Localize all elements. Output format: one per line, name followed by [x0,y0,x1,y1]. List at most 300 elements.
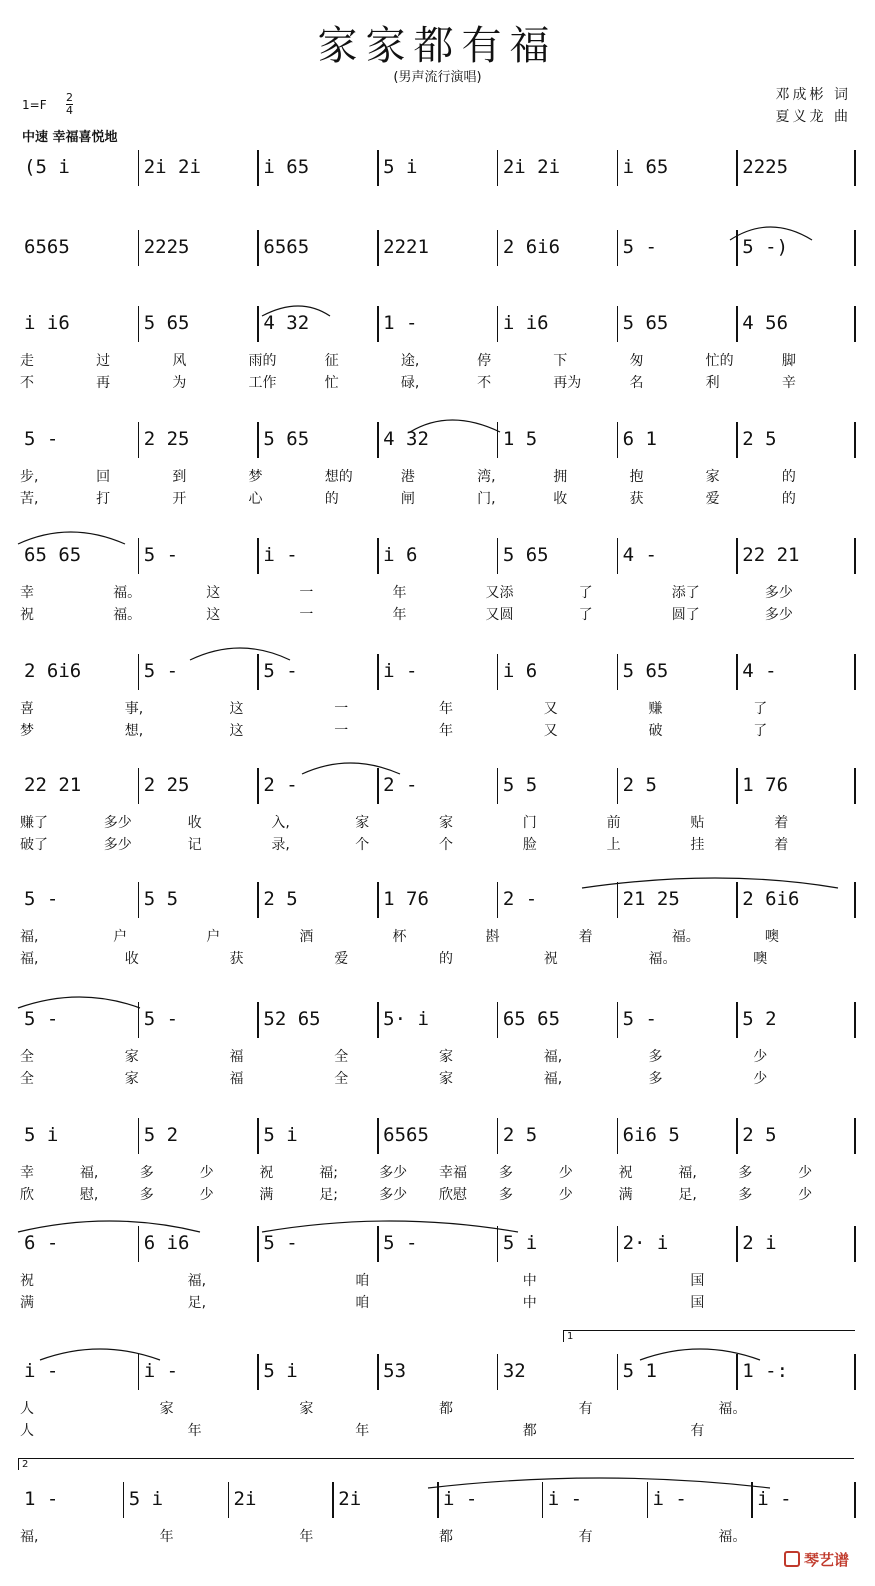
lyric-syllable: 的 [781,491,796,507]
lyric-syllable: 幸 [20,585,34,601]
barline [138,150,140,186]
lyric-syllable: 年 [392,607,407,623]
lyric-syllable: 湾, [477,469,496,485]
lyric-syllable: 欣慰 [439,1187,467,1203]
lyric-syllable: 慰, [79,1187,99,1203]
watermark-logo [784,1549,849,1570]
lyric-syllable: 多 [139,1165,154,1181]
barline [257,1118,259,1154]
barline [854,1226,856,1262]
lyric-syllable: 收 [124,951,139,967]
lyric-syllable: 多少 [103,837,132,853]
lyric-syllable: 年 [439,723,453,739]
lyric-syllable: 户 [206,929,221,945]
lyric-syllable: 多 [498,1187,513,1203]
lyric-syllable: 多 [139,1187,154,1203]
lyric-syllable: 了 [753,723,768,739]
lyric-syllable: 多 [738,1187,753,1203]
barline [377,768,379,804]
barline [736,1354,738,1390]
lyric-syllable: 挂 [690,837,705,853]
lyric-syllable: 欣 [20,1187,34,1203]
measure-notes: 2 25 [143,774,190,796]
time-signature [66,92,73,117]
lyric-syllable: 有 [578,1401,593,1417]
barline [854,1482,856,1518]
measure-notes: 2 5 [622,774,657,796]
lyric-syllable: 斟 [485,929,500,945]
barline [123,1482,125,1518]
lyric-syllable: 少 [798,1187,813,1203]
lyric-syllable: 满 [20,1295,34,1311]
lyric-syllable: 爱 [705,491,720,507]
barline [617,1354,619,1390]
barline [377,654,379,690]
lyric-syllable: 家 [124,1049,139,1065]
lyric-syllable: 福, [187,1273,207,1289]
barline [377,422,379,458]
lyric-syllable: 打 [96,491,111,507]
barline [377,1354,379,1390]
lyric-syllable: 赚了 [20,815,48,831]
measure-notes: i 65 [263,156,310,178]
measure-notes: i - [383,660,418,682]
lyric-syllable: 了 [578,607,593,623]
lyric-syllable: 满 [618,1187,633,1203]
lyric-syllable: 事, [124,701,144,717]
lyric-syllable: 少 [199,1187,214,1203]
lyric-syllable: 添了 [671,585,700,601]
lyric-syllable: 想, [124,723,144,739]
lyric-syllable: 为 [172,375,187,391]
measure-notes: 5 - [24,428,59,450]
measure-notes: 5 - [143,544,179,566]
measure-notes: 5 i [263,1360,298,1382]
measure-notes: 65 65 [502,1008,561,1030]
lyric-syllable: 都 [522,1423,537,1439]
lyric-syllable: 又 [543,723,558,739]
lyric-syllable: 福, [543,1071,563,1087]
measure-notes: 2 25 [143,428,190,450]
lyric-syllable: 祝 [618,1165,633,1181]
barline [257,306,259,342]
lyricist-credit: 邓成彬 词 [775,87,851,103]
barline [854,230,856,266]
barline [617,1118,619,1154]
tempo-marking: 中速 幸福喜悦地 [22,130,118,145]
lyric-syllable: 福, [79,1165,99,1181]
lyric-syllable: 征 [324,353,339,369]
lyric-syllable: 多少 [379,1165,408,1181]
barline [854,1354,856,1390]
barline [377,150,379,186]
lyric-syllable: 家 [159,1401,174,1417]
lyric-syllable: 苦, [20,491,39,507]
lyric-syllable: 多 [648,1049,663,1065]
time-signature-top: 2 [66,91,73,104]
measure-notes: 5 65 [502,544,549,566]
lyric-syllable: 多 [498,1165,513,1181]
barline [377,306,379,342]
barline [138,538,140,574]
lyric-syllable: 脚 [781,353,796,369]
key-signature: 1=F [22,98,47,112]
barline [138,306,140,342]
barline [377,1002,379,1038]
lyric-syllable: 着 [774,837,789,853]
lyric-syllable: 到 [172,469,187,485]
lyric-syllable: 前 [606,815,621,831]
lyric-syllable: 多少 [379,1187,408,1203]
lyric-syllable: 中 [522,1295,537,1311]
lyric-syllable: 破 [648,723,663,739]
lyric-syllable: 全 [334,1071,349,1087]
barline [617,230,619,266]
lyric-syllable: 匆 [629,353,644,369]
lyric-syllable: 多少 [764,607,793,623]
lyric-syllable: 福 [229,1071,244,1087]
lyric-syllable: 福, [678,1165,697,1181]
lyric-syllable: 想的 [324,469,353,485]
lyric-syllable: 心 [248,491,263,507]
measure-notes: i 6 [383,544,418,566]
measure-notes: 5 i [502,1232,538,1254]
barline [617,654,619,690]
barline [617,1002,619,1038]
measure-notes: 5 1 [622,1360,657,1382]
lyric-syllable: 家 [439,1049,453,1065]
barline [617,538,619,574]
measure-notes: 5 65 [622,312,669,334]
barline [497,306,499,342]
lyric-syllable: 祝 [20,1273,34,1289]
barline [854,150,856,186]
lyric-syllable: 的 [324,491,339,507]
lyric-syllable: 拥 [553,469,568,485]
lyric-syllable: 一 [299,607,314,623]
measure-notes: 2· i [622,1232,669,1254]
measure-notes: 2 6i6 [742,888,800,910]
measure-notes: 1 - [24,1488,59,1510]
lyric-syllable: 多 [738,1165,753,1181]
lyric-syllable: 年 [299,1529,314,1545]
lyric-syllable: 福。 [113,607,142,623]
measure-notes: 5 i [128,1488,164,1510]
lyric-syllable: 年 [159,1529,174,1545]
barline [647,1482,649,1518]
measure-notes: 2 6i6 [502,236,561,258]
lyric-syllable: 少 [798,1165,813,1181]
lyric-syllable: 着 [578,929,593,945]
lyric-syllable: 一 [299,585,314,601]
lyric-syllable: 个 [439,837,453,853]
composer-credit: 夏义龙 曲 [775,109,851,125]
barline [138,654,140,690]
lyric-syllable: 多少 [764,585,793,601]
measure-notes: 6i6 5 [622,1124,680,1146]
lyric-syllable: 回 [96,469,111,485]
barline [497,1118,499,1154]
measure-notes: 2 - [383,774,418,796]
measure-notes: 53 [383,1360,407,1382]
measure-notes: 5 - [143,1008,179,1030]
barline [497,230,499,266]
measure-notes: 32 [502,1360,526,1382]
barline [138,230,140,266]
barline [497,1002,499,1038]
measure-notes: 6 - [24,1232,59,1254]
lyric-syllable: 的 [439,951,453,967]
barline [617,768,619,804]
measure-notes: 1 76 [742,774,789,796]
barline [257,768,259,804]
lyric-syllable: 家 [355,815,370,831]
measure-notes: 4 56 [742,312,789,334]
measure-notes: i - [652,1488,687,1510]
barline [377,230,379,266]
measure-notes: i - [547,1488,583,1510]
barline [617,422,619,458]
lyric-syllable: 少 [558,1165,573,1181]
lyric-syllable: 一 [334,701,349,717]
lyric-syllable: 名 [629,375,644,391]
measure-notes: 4 - [622,544,657,566]
lyric-syllable: 祝 [20,607,34,623]
lyric-syllable: 都 [439,1529,453,1545]
measure-notes: 5 5 [502,774,538,796]
lyric-syllable: 碌, [400,375,420,391]
barline [497,768,499,804]
lyric-syllable: 福 [229,1049,244,1065]
barline [736,1118,738,1154]
lyric-syllable: 少 [753,1071,768,1087]
lyric-syllable: 福, [20,929,39,945]
measure-notes: 5 - [622,236,657,258]
lyric-syllable: 工作 [248,375,277,391]
lyric-syllable: 获 [629,491,644,507]
lyric-syllable: 停 [477,353,492,369]
barline [228,1482,230,1518]
barline [854,1002,856,1038]
lyric-syllable: 个 [355,837,370,853]
barline [377,538,379,574]
barline [138,422,140,458]
lyric-syllable: 福。 [718,1401,747,1417]
barline [736,538,738,574]
lyric-syllable: 杯 [392,929,407,945]
barline [257,538,259,574]
lyric-syllable: 入, [271,815,290,831]
lyric-syllable: 全 [20,1071,34,1087]
barline [138,882,140,918]
barline [377,1226,379,1262]
lyric-syllable: 这 [229,701,244,717]
lyric-syllable: 多 [648,1071,663,1087]
lyric-syllable: 祝 [259,1165,274,1181]
lyric-syllable: 足, [678,1187,697,1203]
measure-notes: i - [24,1360,59,1382]
lyric-syllable: 福。 [671,929,700,945]
lyric-syllable: 又圆 [485,607,514,623]
measure-notes: 2i [338,1488,362,1510]
barline [736,1226,738,1262]
lyric-syllable: 梦 [248,469,263,485]
lyric-syllable: 幸福 [439,1165,467,1181]
barline [497,538,499,574]
lyric-syllable: 足; [319,1187,338,1203]
measure-notes: 5 65 [263,428,310,450]
barline [377,882,379,918]
volta-number-2: 2 [22,1459,29,1470]
measure-notes: 65 65 [24,544,82,566]
measure-notes: 5 i [24,1124,59,1146]
barline [138,1226,140,1262]
lyric-syllable: 不 [477,375,492,391]
barline [751,1482,753,1518]
measure-notes: 5 - [263,1232,298,1254]
barline [854,1118,856,1154]
lyric-syllable: 有 [578,1529,593,1545]
lyric-syllable: 门 [522,815,537,831]
barline [736,768,738,804]
barline [736,306,738,342]
measure-notes: 21 25 [622,888,680,910]
barline [854,422,856,458]
measure-notes: 5 2 [143,1124,179,1146]
barline [497,882,499,918]
lyric-syllable: 这 [229,723,244,739]
barline [257,1002,259,1038]
lyric-syllable: 年 [439,701,453,717]
measure-notes: 1 -: [742,1360,789,1382]
lyric-syllable: 福。 [718,1529,747,1545]
measure-notes: 5 i [263,1124,298,1146]
lyric-syllable: 年 [355,1423,370,1439]
measure-notes: 4 32 [263,312,310,334]
barline [257,1354,259,1390]
measure-notes: 2 5 [263,888,298,910]
lyric-syllable: 福。 [113,585,142,601]
lyric-syllable: 忙的 [705,353,734,369]
barline [138,1354,140,1390]
measure-notes: 2 - [263,774,298,796]
measure-notes: 2 5 [742,428,777,450]
measure-notes: 5 i [383,156,418,178]
measure-notes: 2225 [742,156,789,178]
measure-notes: 4 - [742,660,777,682]
lyric-syllable: 再为 [553,375,582,391]
lyric-syllable: 爱 [334,951,349,967]
lyric-syllable: 家 [705,469,720,485]
measure-notes: i - [263,544,298,566]
lyric-syllable: 忙 [324,375,339,391]
lyric-syllable: 梦 [20,723,34,739]
lyric-syllable: 破了 [20,837,48,853]
measure-notes: i i6 [502,312,549,334]
lyric-syllable: 着 [774,815,789,831]
lyric-syllable: 酒 [299,929,314,945]
barline [617,150,619,186]
measure-notes: 5 5 [143,888,179,910]
measure-notes: 1 - [383,312,418,334]
lyric-syllable: 风 [172,353,187,369]
measure-notes: 6565 [24,236,70,258]
lyric-syllable: 记 [187,837,202,853]
lyric-syllable: 了 [753,701,768,717]
lyric-syllable: 收 [553,491,568,507]
measure-notes: 22 21 [742,544,800,566]
measure-notes: 5 - [263,660,298,682]
lyric-syllable: 福。 [648,951,677,967]
barline [497,1226,499,1262]
measure-notes: 2 i [742,1232,777,1254]
volta-number-1: 1 [567,1331,574,1342]
lyric-syllable: 抱 [629,469,644,485]
measure-notes: i - [143,1360,179,1382]
barline [736,1002,738,1038]
measure-notes: i 65 [622,156,669,178]
lyric-syllable: 赚 [648,701,663,717]
lyric-syllable: 上 [606,837,621,853]
lyric-syllable: 家 [439,1071,453,1087]
lyric-syllable: 多少 [103,815,132,831]
lyric-syllable: 过 [96,353,111,369]
measure-notes: 2225 [143,236,190,258]
lyric-syllable: 人 [20,1423,34,1439]
measure-notes: i - [757,1488,792,1510]
barline [854,654,856,690]
watermark-text: 琴艺谱 [803,1551,849,1569]
barline [138,1002,140,1038]
measure-notes: 1 76 [383,888,429,910]
measure-notes: 6 1 [622,428,657,450]
lyric-syllable: 福, [20,951,39,967]
lyric-syllable: 又 [543,701,558,717]
barline [736,422,738,458]
lyric-syllable: 幸 [20,1165,34,1181]
measure-notes: 5 -) [742,236,789,258]
barline [138,768,140,804]
barline [257,150,259,186]
lyric-syllable: 国 [690,1273,705,1289]
measure-notes: 2 - [502,888,538,910]
barline [617,306,619,342]
barline [437,1482,439,1518]
measure-notes: 2 6i6 [24,660,82,682]
lyric-syllable: 全 [20,1049,34,1065]
lyric-syllable: 获 [229,951,244,967]
measure-notes: 2 5 [742,1124,777,1146]
lyric-syllable: 全 [334,1049,349,1065]
subtitle: (男声流行演唱) [393,70,482,85]
lyric-syllable: 福; [319,1165,338,1181]
measure-notes: 2i 2i [502,156,561,178]
barline [332,1482,334,1518]
barline [617,882,619,918]
barline [854,768,856,804]
barline [138,1118,140,1154]
lyric-syllable: 圆了 [671,607,700,623]
measure-notes: 2221 [383,236,429,258]
lyric-syllable: 足, [187,1295,207,1311]
barline [736,654,738,690]
barline [257,422,259,458]
lyric-syllable: 祝 [543,951,558,967]
lyric-syllable: 不 [20,375,34,391]
measure-notes: 5 - [143,660,179,682]
lyric-syllable: 辛 [781,375,796,391]
lyric-syllable: 年 [392,585,407,601]
